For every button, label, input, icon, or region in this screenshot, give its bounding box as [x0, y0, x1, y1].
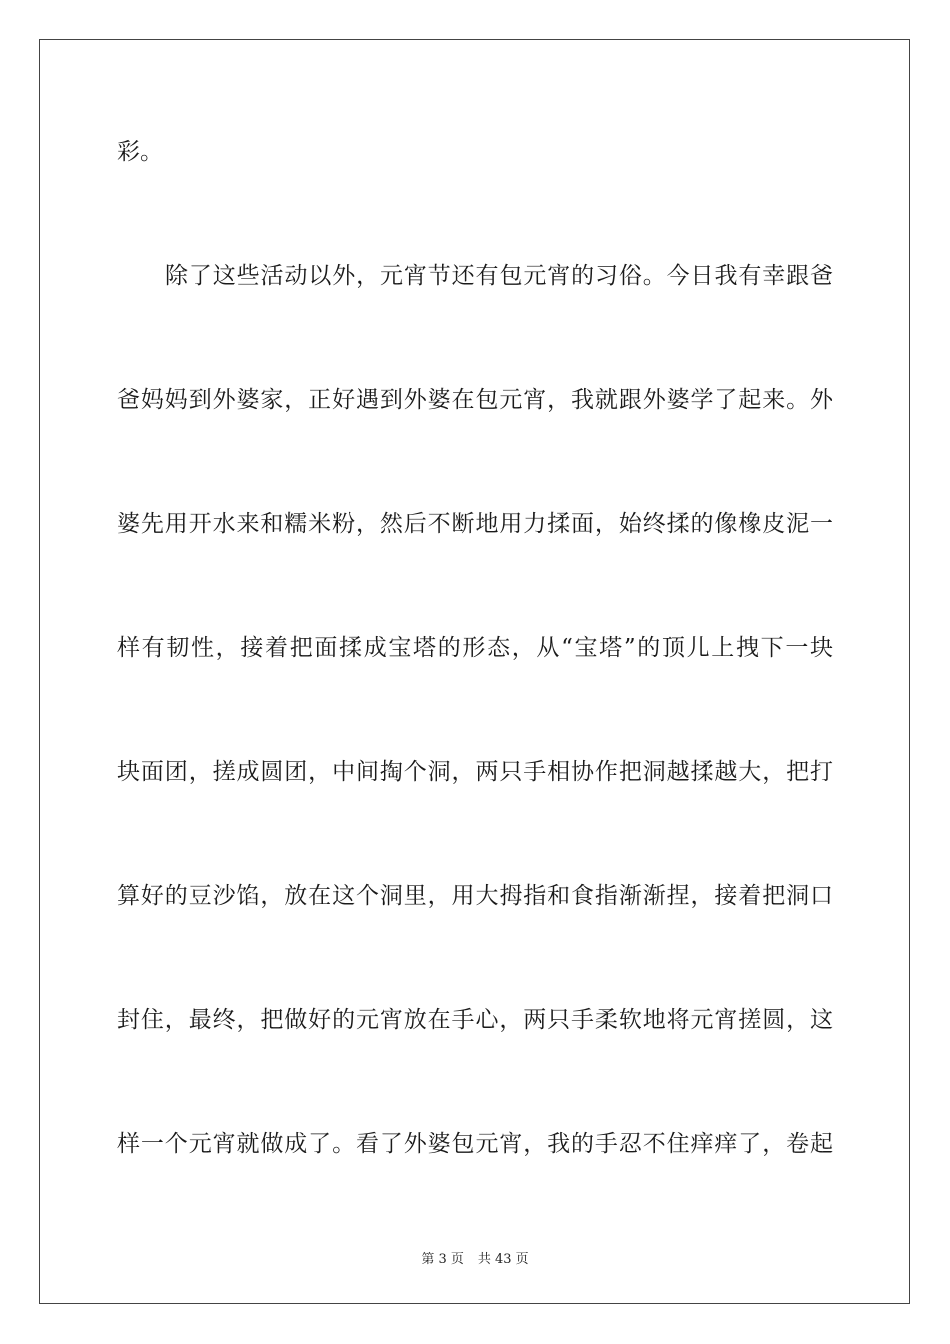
text-line: 爸妈妈到外婆家，正好遇到外婆在包元宵，我就跟外婆学了起来。外	[117, 387, 833, 413]
paragraph-first-line: 除了这些活动以外，元宵节还有包元宵的习俗。今日我有幸跟爸	[165, 263, 833, 289]
text-line: 样一个元宵就做成了。看了外婆包元宵，我的手忍不住痒痒了，卷起	[117, 1131, 833, 1157]
text-line: 块面团，搓成圆团，中间掏个洞，两只手相协作把洞越揉越大，把打	[117, 759, 833, 785]
page-border	[39, 39, 910, 1304]
text-line: 封住，最终，把做好的元宵放在手心，两只手柔软地将元宵搓圆，这	[117, 1007, 833, 1033]
page-number: 第 3 页	[421, 1252, 464, 1267]
page-footer	[0, 1248, 950, 1267]
text-line: 彩。	[117, 139, 163, 165]
text-line: 婆先用开水来和糯米粉，然后不断地用力揉面，始终揉的像橡皮泥一	[117, 511, 833, 537]
text-line: 算好的豆沙馅，放在这个洞里，用大拇指和食指渐渐捏，接着把洞口	[117, 883, 833, 909]
page-total: 共 43 页	[477, 1252, 529, 1267]
text-line: 样有韧性，接着把面揉成宝塔的形态，从“宝塔”的顶儿上拽下一块	[117, 635, 833, 661]
